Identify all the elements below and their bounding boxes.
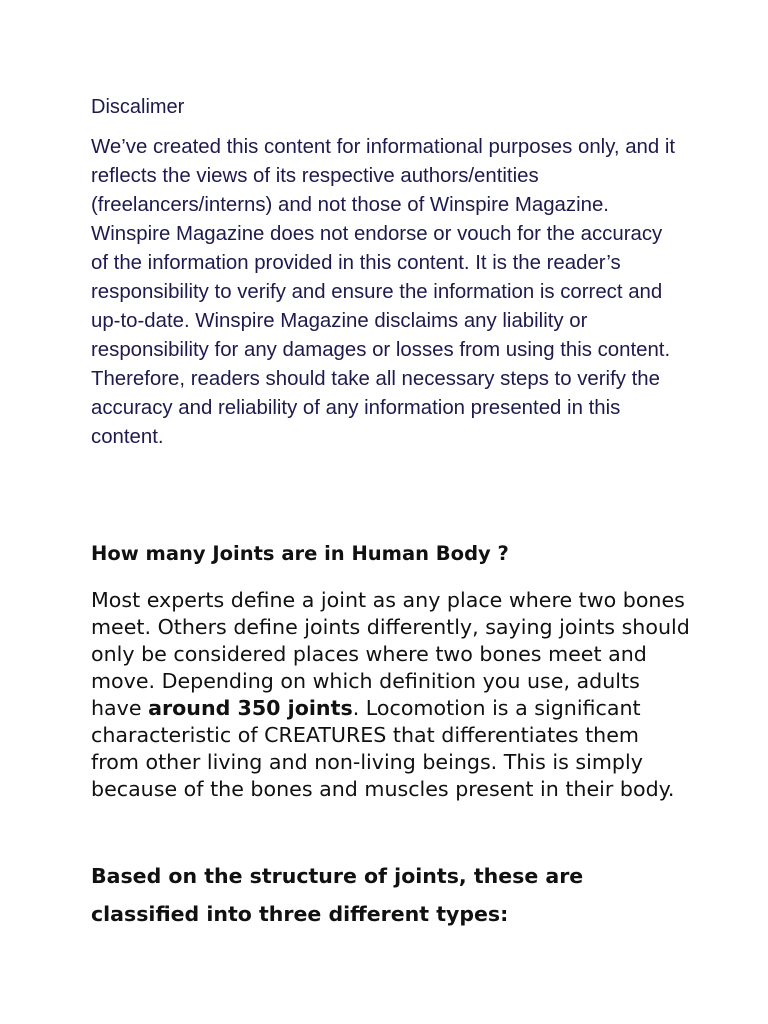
- paragraph-bold-highlight: around 350 joints: [148, 696, 353, 720]
- article-heading: How many Joints are in Human Body ?: [91, 542, 509, 565]
- paragraph-text-end: . Locomotion is a significant characteristic of CREATURES that differentiates them from other living and non-living beings. This is simply because of the bones and muscles present in their body.: [91, 696, 675, 801]
- disclaimer-body: We’ve created this content for informational purposes only, and it reflects the views of its respective authors/entities (freelancers/interns) and not those of Winspire Magazine. Winspire Magazine does not endorse or vouch for the accuracy of the information provided in this content. It is the reader’s responsibility to verify and ensure the information is correct and up-to-date. Winspire Magazine disclaims any liability or responsibility for any damages or losses from using this content. Therefore, readers should take all necessary steps to verify the accuracy and reliability of any information presented in this content.: [91, 136, 676, 448]
- paragraph-text-start: Most experts define a joint as any place where two bones meet. Others define joints differently, saying joints should only be considered places where two bones meet and move. Depending on which definition you use, adults have: [91, 588, 690, 720]
- disclaimer-title: Discalimer: [91, 96, 185, 118]
- article-subheading: Based on the structure of joints, these are classified into three different types:: [91, 864, 584, 926]
- article-paragraph: [91, 587, 691, 803]
